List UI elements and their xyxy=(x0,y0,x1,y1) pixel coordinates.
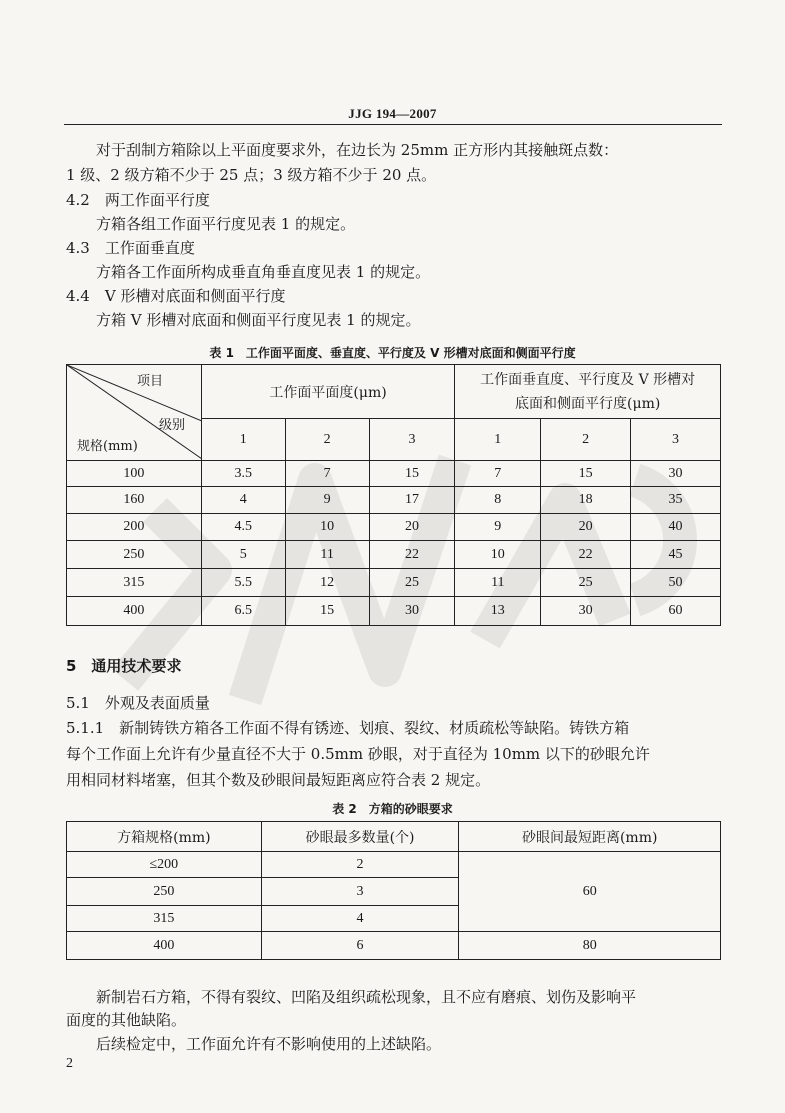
table-cell: ≤200 xyxy=(67,852,262,878)
table-cell: 15 xyxy=(285,597,369,626)
section-title-4-4: 4.4 V 形槽对底面和侧面平行度 xyxy=(66,287,286,305)
table-cell: 3 xyxy=(261,878,459,906)
table2 xyxy=(66,821,721,960)
table-cell: 25 xyxy=(541,569,631,597)
paragraph-line: 新制岩石方箱，不得有裂纹、凹陷及组织疏松现象，且不应有磨痕、划伤及影响平 xyxy=(96,988,637,1006)
table-cell: 6 xyxy=(261,932,459,960)
table-cell: 20 xyxy=(541,514,631,541)
table-cell: 13 xyxy=(455,597,541,626)
table-cell: 18 xyxy=(541,487,631,514)
header-rule xyxy=(64,124,722,125)
page-header-code: JJG 194—2007 xyxy=(348,106,437,121)
paragraph-line: 面度的其他缺陷。 xyxy=(66,1011,187,1029)
table2-header: 砂眼间最短距离(mm) xyxy=(459,822,721,852)
grade-header: 1 xyxy=(455,419,541,461)
table-row xyxy=(67,597,721,626)
table-cell: 30 xyxy=(631,461,721,487)
table-cell: 400 xyxy=(67,597,202,626)
table-row xyxy=(67,852,721,878)
table-cell: 40 xyxy=(631,514,721,541)
table-cell: 2 xyxy=(261,852,459,878)
paragraph-line: 对于刮制方箱除以上平面度要求外，在边长为 25mm 正方形内其接触斑点数： xyxy=(96,141,619,159)
section-title-5: 5 通用技术要求 xyxy=(66,657,182,675)
corner-label-grade: 级别 xyxy=(159,418,186,433)
table1-corner-cell xyxy=(67,365,202,461)
table-row xyxy=(67,932,721,960)
paragraph-line: 用相同材料堵塞，但其个数及砂眼间最短距离应符合表 2 规定。 xyxy=(66,771,491,789)
table-cell: 4.5 xyxy=(201,514,285,541)
table-cell: 50 xyxy=(631,569,721,597)
paragraph-line: 方箱各组工作面平行度见表 1 的规定。 xyxy=(96,215,356,233)
grade-header: 2 xyxy=(541,419,631,461)
table-row xyxy=(67,541,721,569)
table-cell: 25 xyxy=(369,569,455,597)
table-cell: 30 xyxy=(369,597,455,626)
table-cell: 15 xyxy=(369,461,455,487)
section-title-4-3: 4.3 工作面垂直度 xyxy=(66,239,195,257)
table-cell: 35 xyxy=(631,487,721,514)
table-row xyxy=(67,461,721,487)
grade-header: 3 xyxy=(369,419,455,461)
table-cell: 400 xyxy=(67,932,262,960)
grade-header: 3 xyxy=(631,419,721,461)
table-cell: 8 xyxy=(455,487,541,514)
group-header-line: 工作面垂直度、平行度及 V 形槽对 xyxy=(480,371,696,388)
paragraph-line: 每个工作面上允许有少量直径不大于 0.5mm 砂眼，对于直径为 10mm 以下的砂眼允许 xyxy=(66,745,650,763)
table1-group-flatness: 工作面平面度(μm) xyxy=(201,365,455,419)
table2-header: 方箱规格(mm) xyxy=(67,822,262,852)
paragraph-line: 后续检定中，工作面允许有不影响使用的上述缺陷。 xyxy=(96,1035,442,1053)
table1-group-perpendicularity xyxy=(455,365,721,419)
table2-header: 砂眼最多数量(个) xyxy=(261,822,459,852)
table-cell: 60 xyxy=(631,597,721,626)
grade-header: 2 xyxy=(285,419,369,461)
section-title-4-2: 4.2 两工作面平行度 xyxy=(66,191,210,209)
table1-caption: 表 1 工作面平面度、垂直度、平行度及 V 形槽对底面和侧面平行度 xyxy=(209,346,576,360)
corner-label-item: 项目 xyxy=(137,374,164,389)
table-cell: 4 xyxy=(261,906,459,932)
table-cell: 17 xyxy=(369,487,455,514)
table-cell: 250 xyxy=(67,541,202,569)
table-cell: 250 xyxy=(67,878,262,906)
table-cell: 10 xyxy=(455,541,541,569)
table-cell: 12 xyxy=(285,569,369,597)
table-cell: 22 xyxy=(369,541,455,569)
section-title-5-1: 5.1 外观及表面质量 xyxy=(66,694,210,712)
table-cell: 20 xyxy=(369,514,455,541)
paragraph-line: 5.1.1 新制铸铁方箱各工作面不得有锈迹、划痕、裂纹、材质疏松等缺陷。铸铁方箱 xyxy=(66,719,630,737)
table-cell: 7 xyxy=(285,461,369,487)
table-cell: 315 xyxy=(67,569,202,597)
group-header-line: 底面和侧面平行度(μm) xyxy=(515,395,661,412)
table-cell: 9 xyxy=(285,487,369,514)
corner-label-spec: 规格(mm) xyxy=(77,439,138,454)
table-cell: 45 xyxy=(631,541,721,569)
table-cell: 4 xyxy=(201,487,285,514)
table-cell: 5 xyxy=(201,541,285,569)
grade-header: 1 xyxy=(201,419,285,461)
table-cell: 200 xyxy=(67,514,202,541)
table-cell: 9 xyxy=(455,514,541,541)
table-cell: 80 xyxy=(459,932,721,960)
page-number: 2 xyxy=(66,1056,73,1071)
paragraph-line: 方箱 V 形槽对底面和侧面平行度见表 1 的规定。 xyxy=(96,311,421,329)
table-cell: 3.5 xyxy=(201,461,285,487)
table-cell-merged-distance: 60 xyxy=(459,852,721,932)
table2-caption: 表 2 方箱的砂眼要求 xyxy=(332,802,453,816)
table-row xyxy=(67,569,721,597)
table-cell: 22 xyxy=(541,541,631,569)
table-cell: 11 xyxy=(455,569,541,597)
table-cell: 315 xyxy=(67,906,262,932)
table-cell: 15 xyxy=(541,461,631,487)
table-cell: 7 xyxy=(455,461,541,487)
table-cell: 100 xyxy=(67,461,202,487)
table-cell: 5.5 xyxy=(201,569,285,597)
table-cell: 11 xyxy=(285,541,369,569)
table-cell: 160 xyxy=(67,487,202,514)
table-cell: 30 xyxy=(541,597,631,626)
table-row xyxy=(67,514,721,541)
table-cell: 10 xyxy=(285,514,369,541)
table-cell: 6.5 xyxy=(201,597,285,626)
paragraph-line: 1 级、2 级方箱不少于 25 点；3 级方箱不少于 20 点。 xyxy=(66,166,437,184)
table-row xyxy=(67,487,721,514)
table1 xyxy=(66,364,721,626)
paragraph-line: 方箱各工作面所构成垂直角垂直度见表 1 的规定。 xyxy=(96,263,431,281)
